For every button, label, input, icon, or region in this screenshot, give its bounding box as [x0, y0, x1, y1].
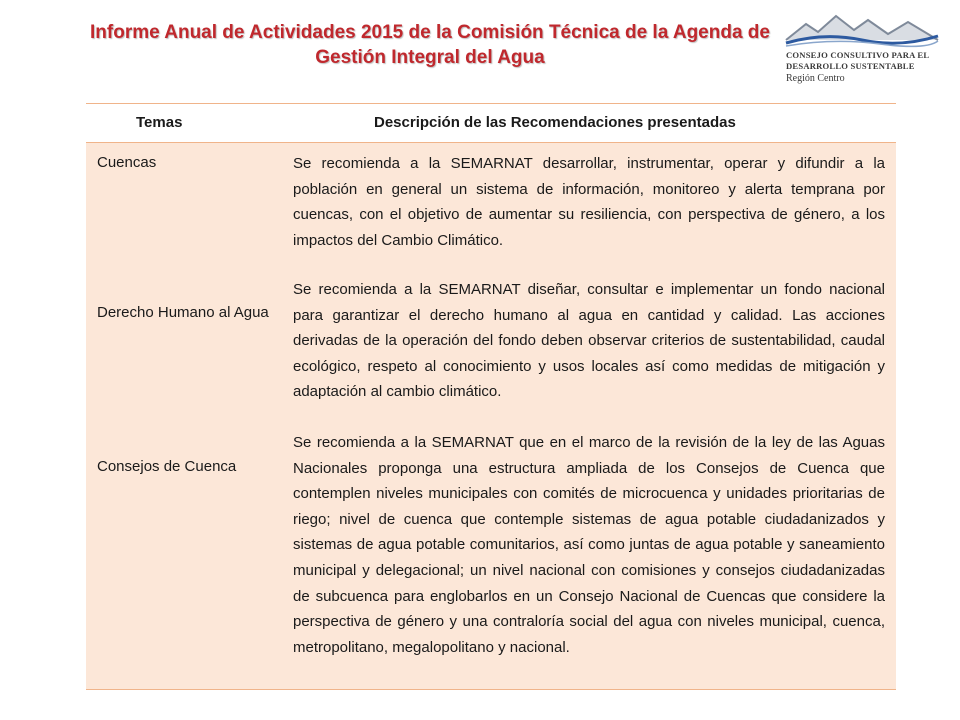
tema-derecho-humano-al-agua: Derecho Humano al Agua [97, 304, 269, 321]
table-header [86, 103, 896, 143]
table-body [86, 143, 896, 690]
descripcion-cuencas: Se recomienda a la SEMARNAT desarrollar, instrumentar, operar y difundir a la población en general un sistema de información, monitoreo y alerta temprana por cuencas, con el objetivo de aumentar su resiliencia, con perspectiva de género, a los impactos del Cambio Climático. [293, 155, 885, 249]
recommendations-table [86, 103, 896, 689]
tema-consejos-de-cuenca: Consejos de Cuenca [97, 458, 237, 475]
mountains-icon [784, 10, 940, 48]
descripcion-derecho-humano-al-agua: Se recomienda a la SEMARNAT diseñar, consultar e implementar un fondo nacional para garantizar el derecho humano al agua en cantidad y calidad. Las acciones derivadas de la operación del fondo deben observar criterios de sustentabilidad, caudal ecológico, respeto al conocimiento y usos locales así como medidas de mitigación y adaptación al cambio climático. [293, 281, 885, 401]
tema-cuencas: Cuencas [97, 154, 157, 171]
logo-text-line3: Región Centro [786, 73, 845, 84]
column-header-descripcion: Descripción de las Recomendaciones presentadas [374, 114, 736, 131]
descripcion-consejos-de-cuenca: Se recomienda a la SEMARNAT que en el marco de la revisión de la ley de las Aguas Nacionales proponga una estructura ampliada de los Consejos de Cuenca que contemplen niveles municipales con comités de microcuenca y unidades prioritarias de riego; nivel de cuenca que contemple sistemas de agua potable ciudadanizados y sistemas de agua potable comunitarios, así como juntas de agua potable y saneamiento municipal y delegacional; un nivel nacional con comisiones y consejos ciudadanizadas de subcuenca para englobarlos en un Consejo Nacional de Cuencas que considere la perspectiva de género y una contraloría social del agua con niveles municipal, cuenca, metropolitano, megalopolitano y nacional. [293, 434, 885, 656]
logo-text-line1: CONSEJO CONSULTIVO PARA EL [786, 50, 930, 60]
page-title: Informe Anual de Actividades 2015 de la Comisión Técnica de la Agenda de Gestión Integral del Agua [90, 22, 770, 68]
logo-text-line2: DESARROLLO SUSTENTABLE [786, 61, 915, 71]
column-header-temas: Temas [136, 114, 183, 131]
council-logo [784, 10, 944, 90]
